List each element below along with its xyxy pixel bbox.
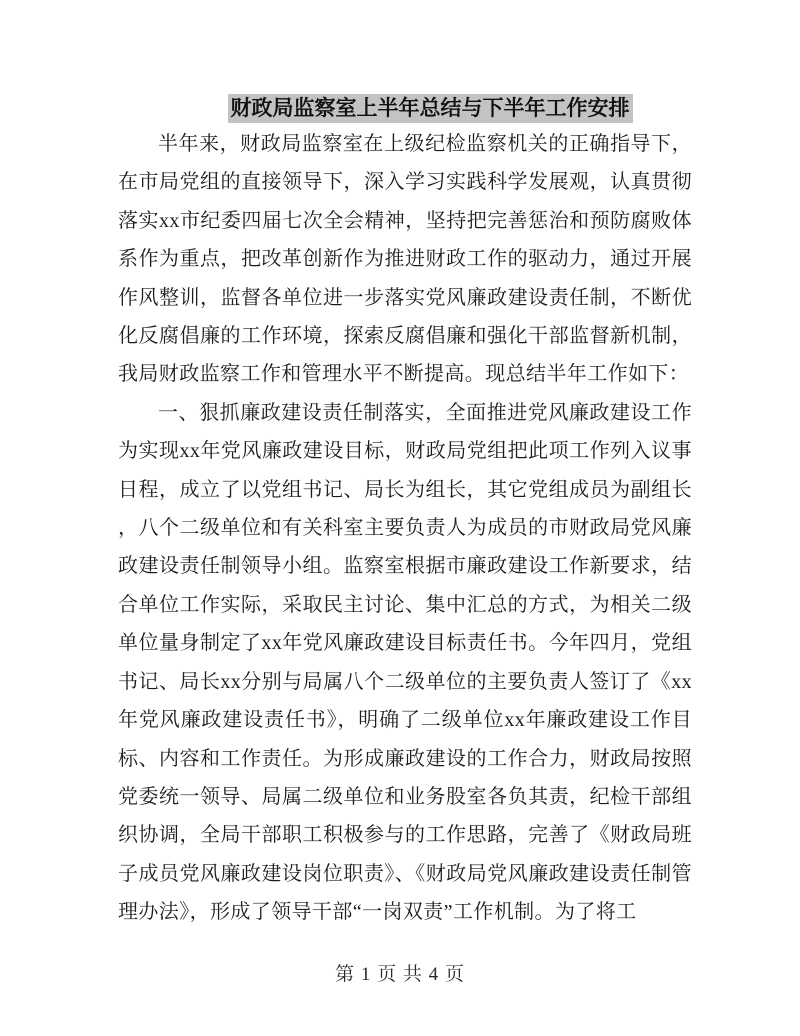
paragraph-2: 一、狠抓廉政建设责任制落实，全面推进党风廉政建设工作为实现xx年党风廉政建设目标，财政局党组把此项工作列入议事日程，成立了以党组书记、局长为组长，其它党组成员为副组长，八个二级单位和有关科室主要负责人为成员的市财政局党风廉政建设责任制领导小组。监察室根据市廉政建设工作新要求，结合单位工作实际，采取民主讨论、集中汇总的方式，为相关二级单位量身制定了xx年党风廉政建设目标责任书。今年四月，党组书记、局长xx分别与局属八个二级单位的主要负责人签订了《xx年党风廉政建设责任书》，明确了二级单位xx年廉政建设工作目标、内容和工作责任。为形成廉政建设的工作合力，财政局按照党委统一领导、局属二级单位和业务股室各负其责，纪检干部组织协调，全局干部职工积极参与的工作思路，完善了《财政局班子成员党风廉政建设岗位职责》、《财政局党风廉政建设责任制管理办法》，形成了领导干部“一岗双责”工作机制。为了将工 xyxy=(118,401,692,924)
paragraph-1: 半年来，财政局监察室在上级纪检监察机关的正确指导下，在市局党组的直接领导下，深入学习实践科学发展观，认真贯彻落实xx市纪委四届七次全会精神，坚持把完善惩治和预防腐败体系作为重点，把改革创新作为推进财政工作的驱动力，通过开展作风整训，监督各单位进一步落实党风廉政建设责任制，不断优化反腐倡廉的工作环境，探索反腐倡廉和强化干部监督新机制，我局财政监察工作和管理水平不断提高。现总结半年工作如下： xyxy=(118,133,692,386)
title-row xyxy=(0,94,800,123)
page-title: 财政局监察室上半年总结与下半年工作安排 xyxy=(228,94,633,123)
document-body xyxy=(118,125,692,932)
page-footer: 第 1 页 共 4 页 xyxy=(335,964,465,985)
